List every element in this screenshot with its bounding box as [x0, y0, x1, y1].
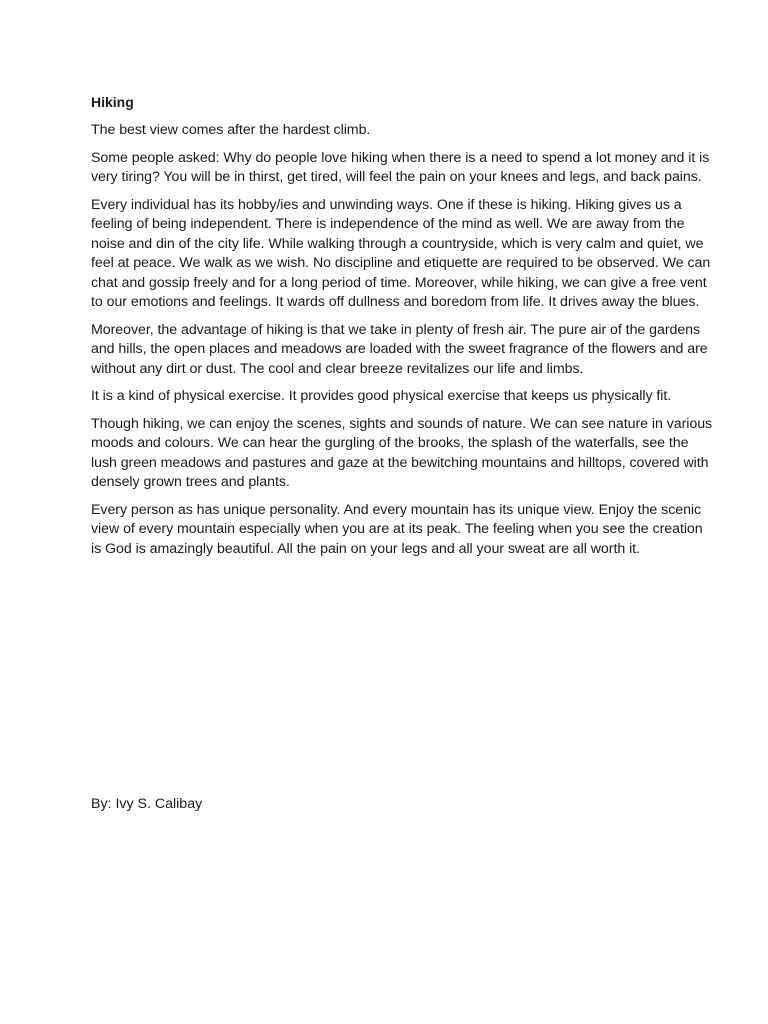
- document-title: Hiking: [91, 94, 134, 110]
- paragraph-6: Every person as has unique personality. And every mountain has its unique view. Enjoy the scenic view of every mountain especially when you are at its peak. The feeling when you see the creation is God is amazingly beautiful. All the pain on your legs and all your sweat are all worth it.: [91, 501, 703, 557]
- paragraph-5: Though hiking, we can enjoy the scenes, sights and sounds of nature. We can see nature in various moods and colours. We can hear the gurgling of the brooks, the splash of the waterfalls, see the lush green meadows and pastures and gaze at the bewitching mountains and hilltops, covered with densely grown trees and plants.: [91, 415, 713, 490]
- author-byline: By: Ivy S. Calibay: [91, 796, 203, 812]
- paragraph-2: Every individual has its hobby/ies and unwinding ways. One if these is hiking. Hiking gives us a feeling of being independent. There is independence of the mind as well. We are away from the noise and din of the city life. While walking through a countryside, which is very calm and quiet, we feel at peace. We walk as we wish. No discipline and etiquette are required to be observed. We can chat and gossip freely and for a long period of time. Moreover, while hiking, we can give a free vent to our emotions and feelings. It wards off dullness and boredom from life. It drives away the blues.: [91, 196, 711, 310]
- tagline: The best view comes after the hardest climb.: [91, 122, 371, 138]
- paragraph-1: Some people asked: Why do people love hiking when there is a need to spend a lot money and it is very tiring? You will be in thirst, get tired, will feel the pain on your knees and legs, and back pains.: [91, 149, 710, 185]
- paragraph-4: It is a kind of physical exercise. It provides good physical exercise that keeps us physically fit.: [91, 388, 672, 404]
- document-body: [91, 93, 716, 567]
- paragraph-3: Moreover, the advantage of hiking is that we take in plenty of fresh air. The pure air of the gardens and hills, the open places and meadows are loaded with the sweet fragrance of the flowers and are without any dirt or dust. The cool and clear breeze revitalizes our life and limbs.: [91, 321, 708, 377]
